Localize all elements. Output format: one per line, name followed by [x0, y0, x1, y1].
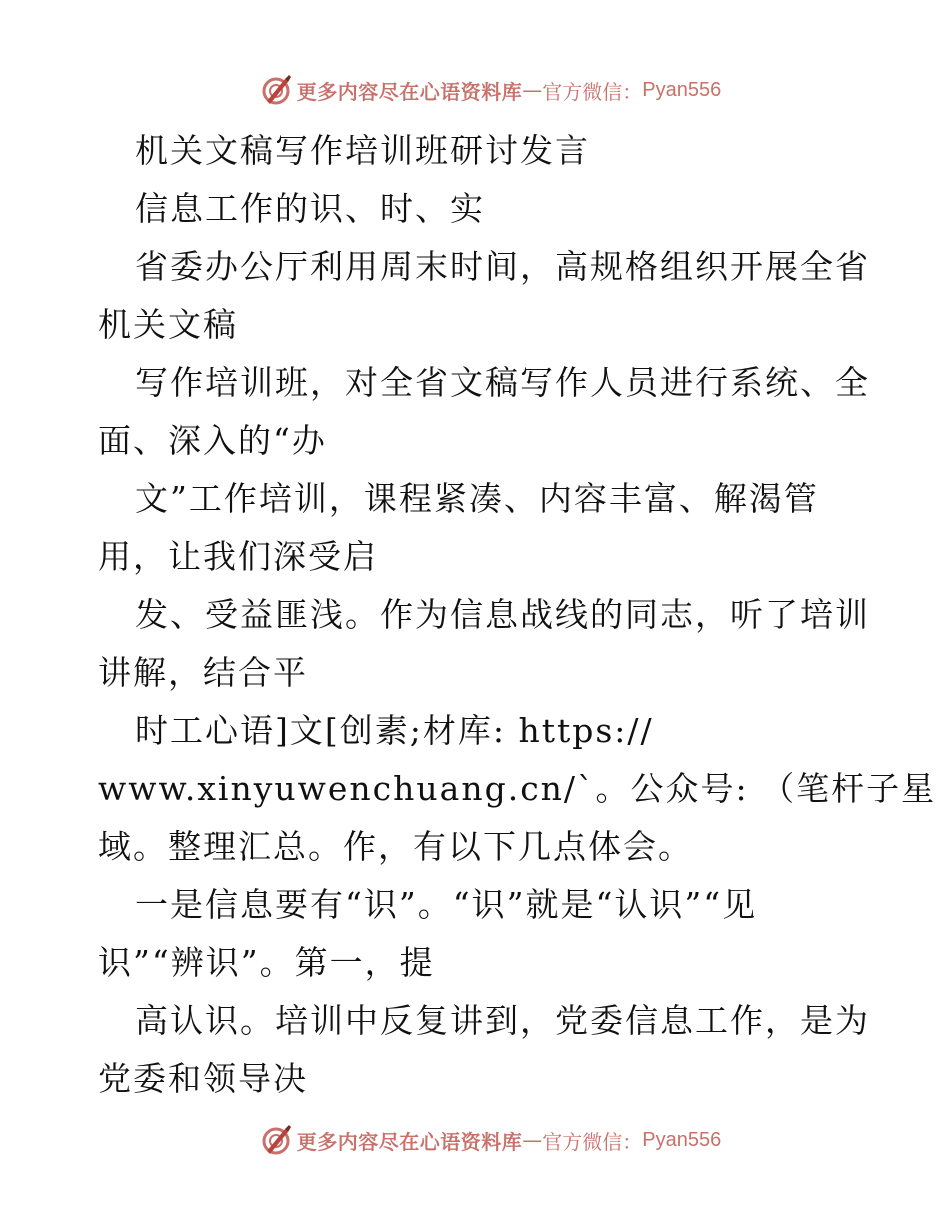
header-banner [0, 72, 950, 108]
paragraph-line: 讲解，结合平 [98, 653, 308, 692]
header-banner-text: 更多内容尽在心语资料库 [296, 79, 523, 104]
paragraph-line: 域。整理汇总。作，有以下几点体会。 [98, 827, 693, 866]
paragraph-line: 用，让我们深受启 [98, 537, 378, 576]
paragraph-line: 时工心语]文[创素;材库: https:// [135, 711, 654, 750]
footer-banner-text: 更多内容尽在心语资料库 [296, 1129, 523, 1154]
document-body [98, 122, 937, 1108]
footer-wechat-label: 官方微信： [542, 1129, 643, 1154]
pen-logo-icon [259, 73, 293, 107]
paragraph-line: 高认识。培训中反复讲到，党委信息工作，是为 [135, 1001, 870, 1040]
footer-banner-content [259, 1123, 721, 1157]
header-banner-content [259, 73, 721, 107]
footer-banner-dash: — [522, 1128, 543, 1152]
paragraph-line: 省委办公厅利用周末时间，高规格组织开展全省 [135, 247, 870, 286]
paragraph-line: 面、深入的“办 [98, 421, 327, 460]
document-subtitle: 信息工作的识、时、实 [135, 189, 485, 228]
paragraph-line: 党委和领导决 [98, 1059, 308, 1098]
header-wechat-id: Pyan556 [642, 78, 722, 101]
paragraph-line: 机关文稿 [98, 305, 238, 344]
paragraph-line: 发、受益匪浅。作为信息战线的同志，听了培训 [135, 595, 870, 634]
header-banner-dash: — [522, 78, 543, 102]
footer-wechat-id: Pyan556 [642, 1128, 722, 1151]
paragraph-line: 写作培训班，对全省文稿写作人员进行系统、全 [135, 363, 870, 402]
paragraph-line: 文”工作培训，课程紧凑、内容丰富、解渴管 [135, 479, 819, 518]
paragraph-line: 识”“辨识”。第一，提 [98, 943, 435, 982]
footer-banner [0, 1122, 950, 1158]
paragraph-line: 一是信息要有“识”。“识”就是“认识”“见 [135, 885, 758, 924]
document-title: 机关文稿写作培训班研讨发言 [135, 131, 590, 170]
pen-logo-icon [259, 1123, 293, 1157]
header-wechat-label: 官方微信： [542, 79, 643, 104]
paragraph-line: www.xinyuwenchuang.cn/`。公众号: （笔杆子星 [98, 769, 937, 808]
